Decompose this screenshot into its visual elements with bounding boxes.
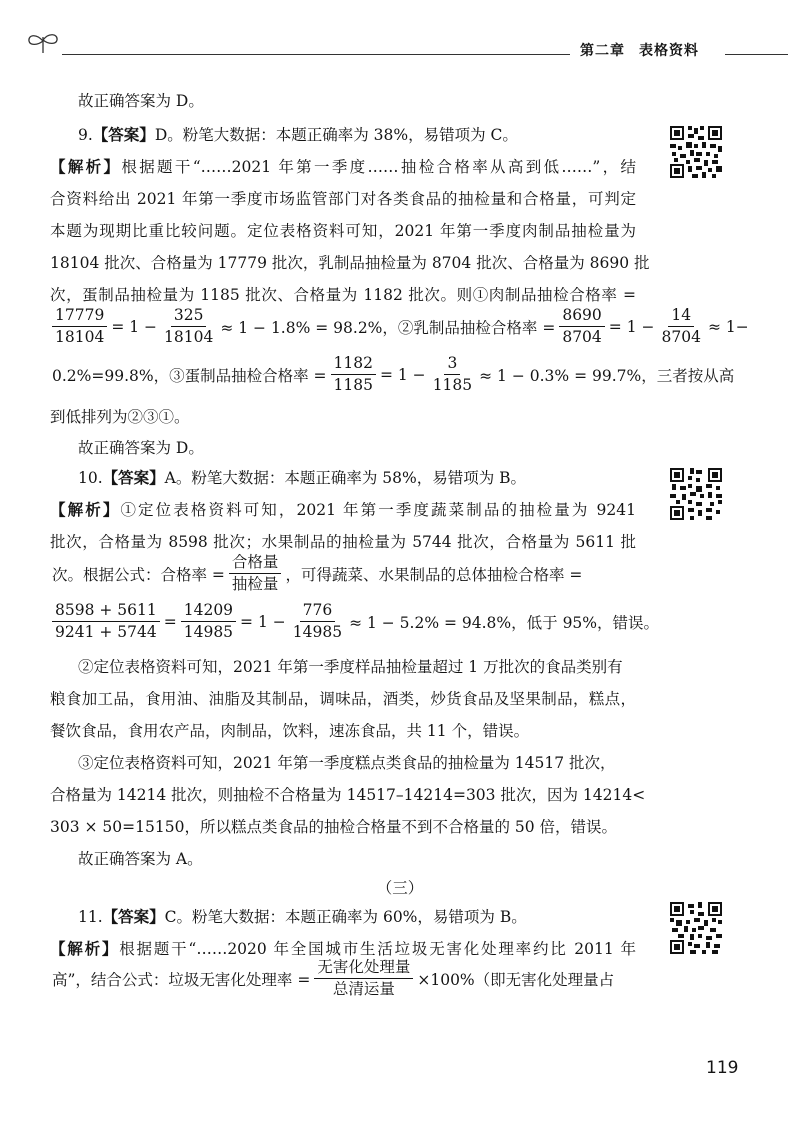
explanation-line: 到低排列为②③①。 — [50, 408, 190, 426]
denominator: 1185 — [432, 376, 473, 394]
formula-text: ≈ 1 − 0.3% = 99.7%，三者按从高 — [479, 366, 735, 385]
denominator: 14985 — [183, 623, 234, 641]
explanation-text: ①定位表格资料可知，2021 年第一季度蔬菜制品的抽检量为 9241 — [120, 501, 636, 519]
question-number: 10. — [78, 469, 103, 487]
explanation-tag: 【解析】 — [50, 940, 120, 958]
formula-text: ≈ 1− — [707, 317, 749, 336]
fraction — [331, 354, 376, 395]
fraction — [181, 601, 236, 642]
explanation-line: ③定位表格资料可知，2021 年第一季度糕点类食品的抽检量为 14517 批次， — [78, 754, 616, 772]
numerator: 14 — [668, 306, 694, 327]
denominator: 1185 — [333, 376, 373, 394]
math-formula-line — [50, 354, 736, 402]
explanation-line: 批次，合格量为 8598 批次；水果制品的抽检量为 5744 批次，合格量为 5611 批 — [50, 533, 636, 551]
answer-line: 故正确答案为 D。 — [78, 439, 204, 457]
numerator: 8690 — [559, 306, 604, 327]
numerator: 3 — [444, 354, 460, 375]
answer-text: D。粉笔大数据：本题正确率为 38%，易错项为 C。 — [154, 126, 518, 144]
fraction — [229, 553, 282, 594]
answer-line: 故正确答案为 A。 — [78, 850, 203, 868]
answer-tag: 【答案】 — [102, 908, 165, 926]
qr-code-icon[interactable] — [668, 124, 724, 180]
explanation-tag: 【解析】 — [50, 158, 122, 176]
fraction — [290, 601, 345, 642]
question-number: 9. — [78, 126, 93, 144]
formula-text: 次。根据公式：合格率 = — [52, 565, 225, 584]
math-formula-line — [50, 306, 751, 354]
numerator: 合格量 — [229, 553, 282, 574]
fraction — [430, 354, 475, 395]
page-header — [0, 0, 800, 70]
formula-text: 0.2%=99.8%，③蛋制品抽检合格率 = — [52, 366, 327, 385]
explanation-text: 根据题干“……2020 年全国城市生活垃圾无害化处理率约比 2011 年 — [119, 940, 636, 958]
formula-text: = 1 − — [379, 365, 426, 384]
formula-text: 高”，结合公式：垃圾无害化处理率 = — [52, 970, 311, 989]
math-formula-line — [50, 553, 584, 601]
explanation-line: ②定位表格资料可知，2021 年第一季度样品抽检量超过 1 万批次的食品类别有 — [78, 658, 623, 676]
question-9-answer — [78, 123, 518, 147]
math-formula-line — [50, 958, 616, 1006]
explanation-text: 根据题干“……2021 年第一季度……抽检合格率从高到低……”，结 — [121, 158, 636, 176]
formula-text: ，可得蔬菜、水果制品的总体抽检合格率 = — [285, 565, 583, 584]
denominator: 18104 — [55, 328, 105, 346]
fraction — [658, 306, 703, 347]
denominator: 8704 — [661, 328, 701, 346]
explanation-line: 303 × 50=15150，所以糕点类食品的抽检合格量不到不合格量的 50 倍，错误。 — [50, 818, 618, 836]
explanation-line: 本题为现期比重比较问题。定位表格资料可知，2021 年第一季度肉制品抽检量为 — [50, 222, 636, 240]
chapter-label: 第二章 — [580, 43, 625, 59]
formula-text: = 1 − — [240, 612, 286, 631]
formula-text: ≈ 1 − 1.8% = 98.2%，②乳制品抽检合格率 = — [220, 318, 556, 337]
numerator: 776 — [300, 601, 336, 622]
qr-code-icon[interactable] — [668, 466, 724, 522]
qr-code-icon[interactable] — [668, 900, 724, 956]
math-formula-line — [50, 601, 661, 649]
denominator: 9241 + 5744 — [55, 623, 157, 641]
fraction — [52, 306, 107, 347]
denominator: 8704 — [562, 328, 602, 346]
explanation-line: 粮食加工品，食用油、油脂及其制品，调味品，酒类，炒货食品及坚果制品，糕点， — [50, 690, 636, 708]
header-rule-left — [62, 54, 570, 55]
explanation-line: 次，蛋制品抽检量为 1185 批次、合格量为 1182 批次。则①肉制品抽检合格率 = — [50, 286, 636, 304]
explanation-line — [50, 155, 636, 179]
question-10-answer — [78, 466, 526, 490]
chapter-title — [580, 40, 713, 60]
denominator: 抽检量 — [231, 575, 279, 593]
numerator: 325 — [171, 306, 207, 327]
answer-text: A。粉笔大数据：本题正确率为 58%，易错项为 B。 — [164, 469, 527, 487]
explanation-line — [50, 498, 636, 522]
explanation-line: 合资料给出 2021 年第一季度市场监管部门对各类食品的抽检量和合格量，可判定 — [50, 190, 636, 208]
explanation-line: 餐饮食品，食用农产品，肉制品，饮料，速冻食品，共 11 个，错误。 — [50, 722, 530, 740]
section-heading: （三） — [376, 879, 424, 897]
denominator: 18104 — [164, 328, 214, 346]
numerator: 17779 — [52, 306, 107, 327]
formula-text: = — [163, 612, 177, 631]
numerator: 1182 — [331, 354, 376, 375]
answer-text: C。粉笔大数据：本题正确率为 60%，易错项为 B。 — [164, 908, 527, 926]
question-11-answer — [78, 905, 527, 929]
explanation-line: 18104 批次、合格量为 17779 批次，乳制品抽检量为 8704 批次、合格量为 8690 批 — [50, 254, 650, 272]
fraction — [559, 306, 604, 347]
answer-line: 故正确答案为 D。 — [78, 92, 204, 110]
formula-text: = 1 − — [608, 317, 655, 336]
fraction — [314, 958, 413, 999]
explanation-tag: 【解析】 — [50, 501, 121, 519]
numerator: 无害化处理量 — [314, 958, 413, 979]
formula-text: ×100%（即无害化处理量占 — [417, 970, 615, 989]
denominator: 总清运量 — [332, 980, 395, 998]
header-rule-right — [725, 54, 788, 55]
sprout-icon — [26, 29, 60, 55]
explanation-line: 合格量为 14214 批次，则抽检不合格量为 14517–14214=303 批次，因为 14214< — [50, 786, 646, 804]
denominator: 14985 — [292, 623, 343, 641]
numerator: 8598 + 5611 — [52, 601, 160, 622]
formula-text: = 1 − — [111, 317, 158, 336]
fraction — [52, 601, 160, 642]
formula-text: ≈ 1 − 5.2% = 94.8%，低于 95%，错误。 — [349, 613, 660, 632]
answer-tag: 【答案】 — [92, 126, 155, 144]
numerator: 14209 — [181, 601, 236, 622]
section-label: 表格资料 — [639, 43, 699, 59]
answer-tag: 【答案】 — [102, 469, 165, 487]
question-number: 11. — [78, 908, 103, 926]
page-number: 119 — [706, 1058, 739, 1078]
fraction — [161, 306, 216, 347]
